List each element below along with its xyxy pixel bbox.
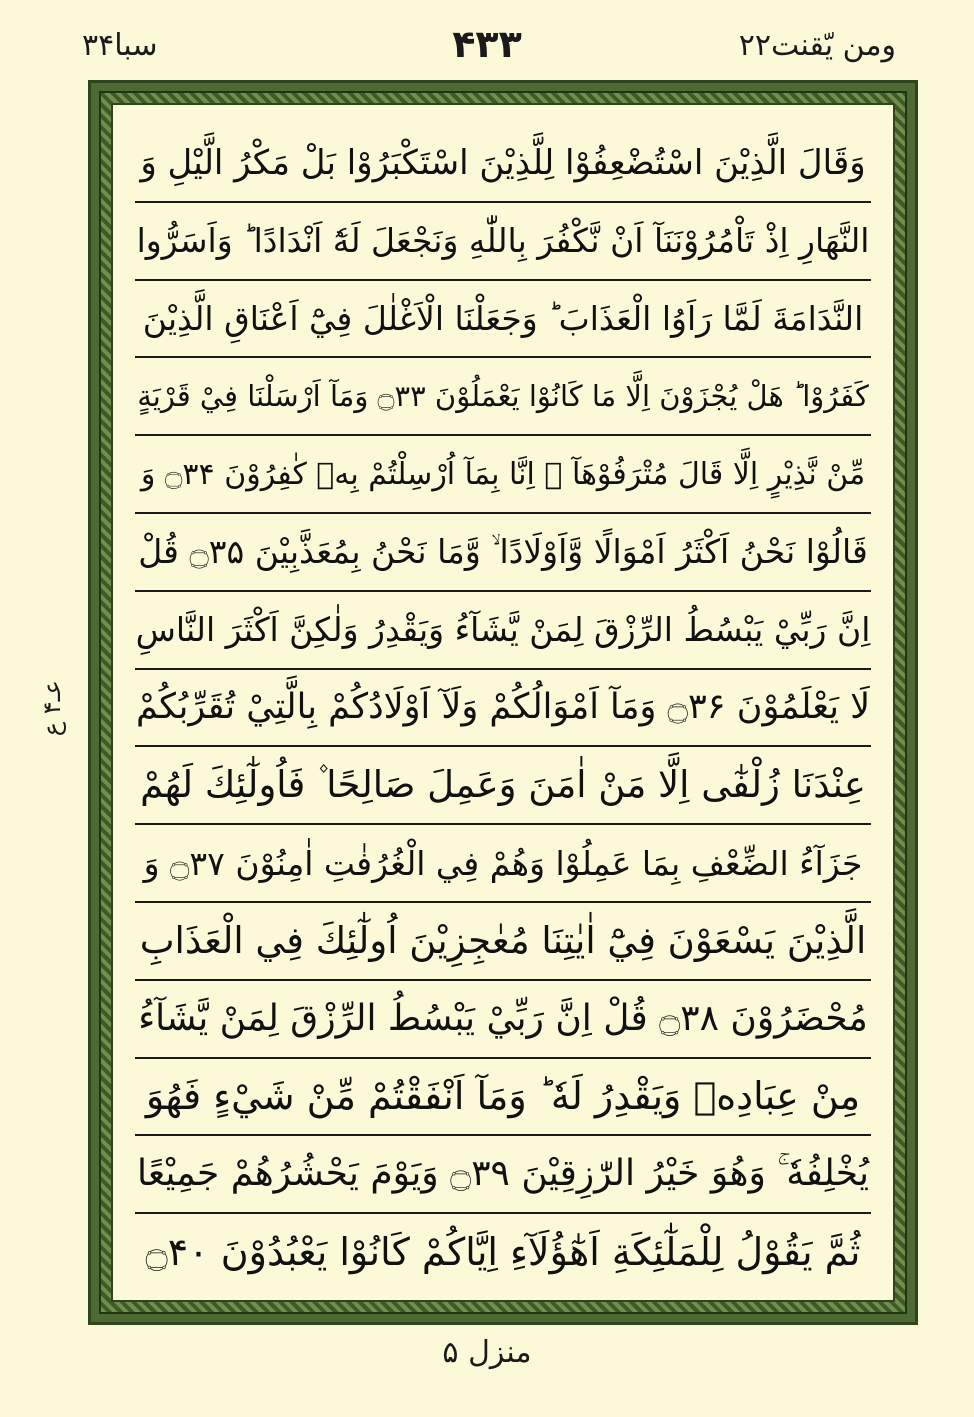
text-line-12: مُحْضَرُوْنَ ۝۳۸ قُلْ اِنَّ رَبِّيْ يَبْسُطُ الرِّزْقَ لِمَنْ يَّشَآءُ <box>135 981 871 1059</box>
text-line-6: قَالُوْا نَحْنُ اَكْثَرُ اَمْوَالًا وَّاَوْلَادًا ۙ وَّمَا نَحْنُ بِمُعَذَّبِيْنَ ۝۳۵ قُلْ <box>135 514 871 592</box>
ruku-marker: عـ۴ ع <box>38 680 66 737</box>
manzil-label: منزل ۵ <box>442 1335 532 1370</box>
border-pattern <box>99 91 907 1314</box>
text-line-5: مِّنْ نَّذِيْرٍ اِلَّا قَالَ مُتْرَفُوْهَآ ۙ اِنَّا بِمَآ اُرْسِلْتُمْ بِهٖ كٰفِرُوْنَ ۝۳۴ وَ <box>135 436 871 514</box>
text-line-3: النَّدَامَةَ لَمَّا رَاَوُا الْعَذَابَ ؕ وَجَعَلْنَا الْاَغْلٰلَ فِيْٓ اَعْنَاقِ الَّذِيْنَ <box>135 281 871 359</box>
text-line-10: جَزَآءُ الضِّعْفِ بِمَا عَمِلُوْا وَهُمْ فِي الْغُرُفٰتِ اٰمِنُوْنَ ۝۳۷ وَ <box>135 825 871 903</box>
page-header <box>0 0 974 80</box>
ornamental-border <box>88 80 918 1325</box>
text-line-11: الَّذِيْنَ يَسْعَوْنَ فِيْٓ اٰيٰتِنَا مُعٰجِزِيْنَ اُولٰٓئِكَ فِي الْعَذَابِ <box>135 903 871 981</box>
text-line-7: اِنَّ رَبِّيْ يَبْسُطُ الرِّزْقَ لِمَنْ يَّشَآءُ وَيَقْدِرُ وَلٰكِنَّ اَكْثَرَ النَّاسِ <box>135 592 871 670</box>
text-line-15: ثُمَّ يَقُوْلُ لِلْمَلٰٓئِكَةِ اَهٰٓؤُلَآءِ اِيَّاكُمْ كَانُوْا يَعْبُدُوْنَ ۝۴۰ <box>145 1230 861 1275</box>
text-line-2: النَّهَارِ اِذْ تَاْمُرُوْنَنَآ اَنْ نَّكْفُرَ بِاللّٰهِ وَنَجْعَلَ لَهٗٓ اَنْدَادًا ؕ وَاَسَرُّوا <box>135 203 871 281</box>
verse-text-area <box>111 103 895 1302</box>
text-line-9: عِنْدَنَا زُلْفٰٓى اِلَّا مَنْ اٰمَنَ وَعَمِلَ صَالِحًا ۫ فَاُولٰٓئِكَ لَهُمْ <box>135 747 871 825</box>
surah-label: سبا۳۴ <box>82 28 158 63</box>
text-line-8: لَا يَعْلَمُوْنَ ۝۳۶ وَمَآ اَمْوَالُكُمْ وَلَآ اَوْلَادُكُمْ بِالَّتِيْ تُقَرِّبُكُمْ <box>135 670 871 748</box>
text-line-1: وَقَالَ الَّذِيْنَ اسْتُضْعِفُوْا لِلَّذِيْنَ اسْتَكْبَرُوْا بَلْ مَكْرُ الَّيْلِ وَ <box>135 125 871 203</box>
page-number: ۴۳۳ <box>452 22 522 66</box>
text-line-14: يُخْلِفُهٗ ۚ وَهُوَ خَيْرُ الرّٰزِقِيْنَ ۝۳۹ وَيَوْمَ يَحْشُرُهُمْ جَمِيْعًا <box>135 1136 871 1214</box>
text-line-13: مِنْ عِبَادِهٖ وَيَقْدِرُ لَهٗ ؕ وَمَآ اَنْفَقْتُمْ مِّنْ شَيْءٍ فَهُوَ <box>135 1059 871 1137</box>
para-label: ومن يّقنت۲۲ <box>738 28 896 63</box>
text-line-4: كَفَرُوْا ؕ هَلْ يُجْزَوْنَ اِلَّا مَا كَانُوْا يَعْمَلُوْنَ ۝۳۳ وَمَآ اَرْسَلْنَا فِيْ قَرْيَةٍ <box>135 358 871 436</box>
